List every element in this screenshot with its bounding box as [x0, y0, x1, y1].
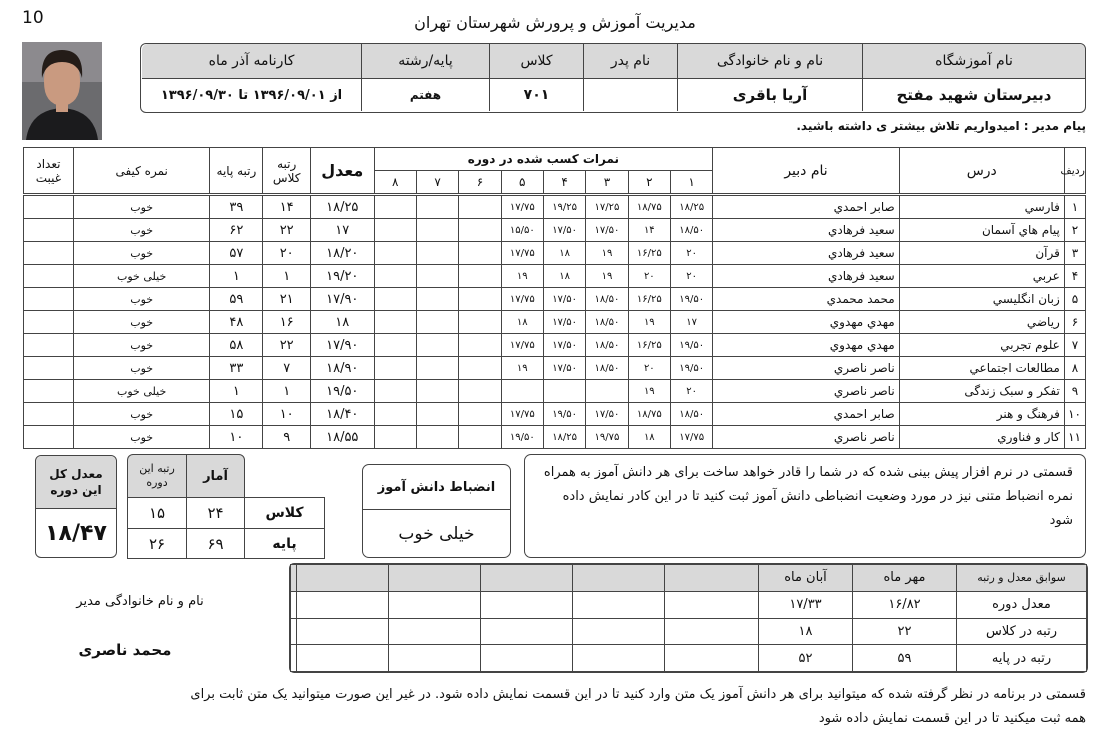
history-header-cell	[481, 565, 573, 592]
score-cell: ۱۸/۵۰	[670, 403, 712, 426]
score-cell: ۱۸/۵۰	[586, 357, 628, 380]
history-header-cell	[389, 565, 481, 592]
row-number: ۷	[1064, 334, 1085, 357]
score-cell: ۱۷/۵۰	[543, 334, 585, 357]
manager-name: محمد ناصری	[78, 641, 172, 659]
stats-grade-label: پایه	[244, 528, 325, 559]
teacher: محمد محمدي	[713, 288, 899, 311]
score-cell: ۱۸/۲۵	[543, 426, 585, 449]
history-header-cell: مهر ماه	[853, 565, 957, 592]
history-value	[389, 618, 481, 645]
score-cell: ۱۷/۷۵	[501, 242, 543, 265]
history-value: ۱۸	[759, 618, 853, 645]
history-header-cell: آبان ماه	[759, 565, 853, 592]
row-number: ۵	[1064, 288, 1085, 311]
subject: کار و فناوري	[899, 426, 1064, 449]
score-cell: ۱۹	[501, 357, 543, 380]
header-subject: درس	[899, 148, 1064, 194]
history-value	[573, 645, 665, 672]
header-scores: نمرات کسب شده در دوره	[374, 148, 713, 171]
teacher: سعيد فرهادي	[713, 242, 899, 265]
score-cell	[501, 380, 543, 403]
grade-row	[24, 334, 1086, 357]
grade-rank: ۵۷	[210, 242, 263, 265]
subject: پيام هاي آسمان	[899, 219, 1064, 242]
score-cell: ۲۰	[670, 242, 712, 265]
grade-rank: ۵۹	[210, 288, 263, 311]
score-col-7: ۷	[416, 171, 458, 194]
discipline-box	[362, 464, 511, 558]
student-info-header	[140, 43, 1086, 113]
average: ۱۸/۲۰	[311, 242, 375, 265]
header-grade-rank: رتبه پایه	[210, 148, 263, 194]
history-value: ۱۶/۸۲	[853, 591, 957, 618]
subject: فرهنگ و هنر	[899, 403, 1064, 426]
score-cell	[586, 380, 628, 403]
student-photo	[22, 42, 102, 140]
history-row-label: معدل دوره	[957, 591, 1087, 618]
history-value	[665, 618, 759, 645]
history-header-cell	[573, 565, 665, 592]
score-cell: ۱۶/۲۵	[628, 242, 670, 265]
row-number: ۶	[1064, 311, 1085, 334]
teacher: صابر احمدي	[713, 196, 899, 219]
school-value: دبیرستان شهید مفتح	[862, 79, 1085, 111]
teacher: ناصر ناصري	[713, 357, 899, 380]
discipline-label: انضباط دانش آموز	[363, 465, 510, 510]
score-cell	[543, 380, 585, 403]
row-number: ۱۱	[1064, 426, 1085, 449]
grade-rank: ۱	[210, 380, 263, 403]
class-rank: ۷	[263, 357, 311, 380]
history-value	[297, 591, 389, 618]
score-cell	[459, 242, 501, 265]
grade-rank: ۶۲	[210, 219, 263, 242]
history-value	[297, 618, 389, 645]
footer-note: قسمتی در برنامه در نظر گرفته شده که میتوانید برای هر دانش آموز یک متن وارد کنید تا در این قسمت نمایش داده شود. در غیر این صورت میتوانید یک متن ثابت برای همه ثبت میکنید تا در این قسمت نمایش داده شود	[190, 687, 1086, 726]
absence	[24, 288, 74, 311]
row-number: ۱۰	[1064, 403, 1085, 426]
history-value	[291, 618, 297, 645]
score-cell: ۱۷/۵۰	[543, 219, 585, 242]
history-table	[290, 564, 1087, 672]
score-cell: ۲۰	[670, 380, 712, 403]
subject: رياضي	[899, 311, 1064, 334]
subject: علوم تجربي	[899, 334, 1064, 357]
grade-rank: ۱	[210, 265, 263, 288]
score-cell: ۱۷/۷۵	[501, 403, 543, 426]
teacher: ناصر ناصري	[713, 426, 899, 449]
score-cell	[374, 311, 416, 334]
father-value	[583, 79, 677, 111]
score-cell	[416, 426, 458, 449]
score-cell: ۱۷/۵۰	[543, 311, 585, 334]
manager-message: پیام مدیر : امیدواریم تلاش بیشتر ی داشته باشید.	[796, 119, 1086, 133]
history-value	[291, 591, 297, 618]
score-cell: ۱۵/۵۰	[501, 219, 543, 242]
grade-rank: ۵۸	[210, 334, 263, 357]
average: ۱۷	[311, 219, 375, 242]
score-cell: ۱۷/۵۰	[586, 403, 628, 426]
absence	[24, 403, 74, 426]
grades-table	[23, 147, 1086, 449]
overall-average-box	[35, 455, 117, 558]
score-cell	[459, 196, 501, 219]
score-cell: ۱۸/۷۵	[628, 403, 670, 426]
history-row-label: رتبه در پایه	[957, 645, 1087, 672]
history-value	[389, 645, 481, 672]
header-teacher: نام دبیر	[713, 148, 899, 194]
stats-amar-label: آمار	[186, 454, 245, 498]
score-cell: ۱۴	[628, 219, 670, 242]
history-header-cell: سوابق معدل و رتبه	[957, 565, 1087, 592]
score-cell: ۲۰	[670, 265, 712, 288]
row-number: ۱	[1064, 196, 1085, 219]
grade-row	[24, 265, 1086, 288]
history-value	[481, 645, 573, 672]
report-period-value: از ۱۳۹۶/۰۹/۰۱ تا ۱۳۹۶/۰۹/۳۰	[160, 87, 343, 103]
page-number: 10	[22, 8, 44, 28]
absence	[24, 426, 74, 449]
history-value	[665, 645, 759, 672]
score-cell	[459, 288, 501, 311]
score-col-3: ۳	[586, 171, 628, 194]
qualitative: خوب	[73, 311, 210, 334]
grade-row	[24, 196, 1086, 219]
score-cell: ۱۹	[586, 265, 628, 288]
class-label: کلاس	[489, 44, 583, 79]
class-rank: ۲۰	[263, 242, 311, 265]
score-cell: ۱۸	[543, 265, 585, 288]
score-cell: ۱۸	[543, 242, 585, 265]
stats-class-label: کلاس	[244, 497, 325, 529]
score-cell: ۱۸/۵۰	[586, 334, 628, 357]
history-value	[573, 618, 665, 645]
header-row-number: ردیف	[1064, 148, 1085, 194]
history-value	[297, 645, 389, 672]
score-cell: ۱۷/۷۵	[501, 196, 543, 219]
stats-grade-amar: ۶۹	[186, 528, 245, 559]
subject: تفکر و سبک زندگی	[899, 380, 1064, 403]
class-rank: ۱۰	[263, 403, 311, 426]
score-cell: ۱۸	[501, 311, 543, 334]
name-value: آریا باقری	[677, 79, 862, 111]
average: ۱۷/۹۰	[311, 334, 375, 357]
grade-rank: ۱۵	[210, 403, 263, 426]
score-cell	[374, 196, 416, 219]
absence	[24, 219, 74, 242]
score-cell: ۱۷/۵۰	[586, 219, 628, 242]
score-cell: ۱۷/۷۵	[501, 288, 543, 311]
absence	[24, 265, 74, 288]
grade-rank: ۱۰	[210, 426, 263, 449]
score-cell	[374, 357, 416, 380]
average: ۱۹/۲۰	[311, 265, 375, 288]
score-cell: ۱۹/۵۰	[670, 357, 712, 380]
score-cell	[416, 403, 458, 426]
grade-row	[24, 242, 1086, 265]
score-cell	[416, 357, 458, 380]
history-header-cell	[297, 565, 389, 592]
grade-row	[24, 403, 1086, 426]
row-number: ۲	[1064, 219, 1085, 242]
history-box	[289, 563, 1088, 673]
row-number: ۳	[1064, 242, 1085, 265]
grade-row	[24, 288, 1086, 311]
average: ۱۹/۵۰	[311, 380, 375, 403]
grade-row	[24, 219, 1086, 242]
absence	[24, 357, 74, 380]
absence	[24, 380, 74, 403]
absence	[24, 196, 74, 219]
overall-average-label: معدل کل این دوره	[36, 456, 116, 509]
row-number: ۴	[1064, 265, 1085, 288]
score-cell	[374, 242, 416, 265]
teacher: سعيد فرهادي	[713, 265, 899, 288]
class-rank: ۱	[263, 265, 311, 288]
grade-rank: ۴۸	[210, 311, 263, 334]
stats-class-rank: ۱۵	[127, 497, 187, 529]
score-cell: ۱۷/۷۵	[501, 334, 543, 357]
score-cell: ۱۹/۵۰	[543, 403, 585, 426]
score-cell	[416, 219, 458, 242]
average: ۱۸/۹۰	[311, 357, 375, 380]
qualitative: خیلی خوب	[73, 380, 210, 403]
subject: مطالعات اجتماعي	[899, 357, 1064, 380]
score-cell: ۲۰	[628, 265, 670, 288]
score-col-4: ۴	[543, 171, 585, 194]
score-cell	[459, 334, 501, 357]
score-cell	[416, 288, 458, 311]
qualitative: خوب	[73, 196, 210, 219]
teacher: صابر احمدي	[713, 403, 899, 426]
score-cell: ۱۸/۵۰	[586, 288, 628, 311]
history-value: ۲۲	[853, 618, 957, 645]
history-header-cell	[665, 565, 759, 592]
stats-grade-rank: ۲۶	[127, 528, 187, 559]
qualitative: خوب	[73, 334, 210, 357]
history-row	[291, 618, 1087, 645]
score-cell	[416, 242, 458, 265]
overall-average-value: ۱۸/۴۷	[45, 521, 107, 546]
history-header-cell	[291, 565, 297, 592]
grade-row	[24, 311, 1086, 334]
grade-row	[24, 380, 1086, 403]
score-col-1: ۱	[670, 171, 712, 194]
qualitative: خوب	[73, 426, 210, 449]
grade-rank: ۳۳	[210, 357, 263, 380]
score-cell: ۱۸	[628, 426, 670, 449]
history-value	[481, 618, 573, 645]
subject: فارسي	[899, 196, 1064, 219]
score-cell: ۱۹	[501, 265, 543, 288]
score-cell	[459, 265, 501, 288]
score-cell	[416, 196, 458, 219]
score-cell	[459, 426, 501, 449]
score-cell	[459, 380, 501, 403]
score-cell	[374, 403, 416, 426]
score-cell: ۱۹/۵۰	[501, 426, 543, 449]
history-value	[665, 591, 759, 618]
grade-row	[24, 357, 1086, 380]
history-value	[481, 591, 573, 618]
average: ۱۷/۹۰	[311, 288, 375, 311]
row-number: ۹	[1064, 380, 1085, 403]
score-cell: ۱۹/۷۵	[586, 426, 628, 449]
discipline-value: خیلی خوب	[398, 524, 475, 544]
score-cell	[416, 311, 458, 334]
discipline-note: قسمتی در نرم افزار پیش بینی شده که در شما را قادر خواهد ساخت برای هر دانش آموز به همراه نمره انضباط متنی نیز در مورد وضعیت انضباطی دانش آموز ثبت کنید تا در این کادر نمایش داده شود	[524, 454, 1086, 558]
class-rank: ۱۴	[263, 196, 311, 219]
score-col-8: ۸	[374, 171, 416, 194]
subject: قرآن	[899, 242, 1064, 265]
class-rank: ۱۶	[263, 311, 311, 334]
qualitative: خوب	[73, 242, 210, 265]
score-cell	[416, 380, 458, 403]
grade-row	[24, 426, 1086, 449]
score-col-6: ۶	[459, 171, 501, 194]
qualitative: خیلی خوب	[73, 265, 210, 288]
history-value	[389, 591, 481, 618]
qualitative: خوب	[73, 403, 210, 426]
subject: زبان انگليسي	[899, 288, 1064, 311]
qualitative: خوب	[73, 357, 210, 380]
score-cell: ۱۸/۵۰	[670, 219, 712, 242]
header-class-rank: رتبه کلاس	[263, 148, 311, 194]
score-cell	[459, 311, 501, 334]
score-cell: ۱۹/۵۰	[670, 288, 712, 311]
father-label: نام پدر	[583, 44, 677, 79]
score-cell	[459, 357, 501, 380]
score-cell: ۱۹/۲۵	[543, 196, 585, 219]
history-value	[573, 591, 665, 618]
header-average: معدل	[311, 148, 375, 194]
score-cell	[374, 334, 416, 357]
score-cell: ۱۷	[670, 311, 712, 334]
score-cell: ۱۸/۲۵	[670, 196, 712, 219]
history-row-label: رتبه در کلاس	[957, 618, 1087, 645]
score-cell	[459, 403, 501, 426]
header-qualitative: نمره کیفی	[73, 148, 210, 194]
score-cell: ۱۹/۵۰	[670, 334, 712, 357]
subject: عربي	[899, 265, 1064, 288]
score-cell	[374, 288, 416, 311]
history-value: ۵۹	[853, 645, 957, 672]
history-row	[291, 645, 1087, 672]
average: ۱۸/۴۰	[311, 403, 375, 426]
class-value: ۷۰۱	[489, 79, 583, 111]
score-cell	[416, 265, 458, 288]
teacher: مهدي مهدوي	[713, 311, 899, 334]
score-cell: ۲۰	[628, 357, 670, 380]
average: ۱۸/۵۵	[311, 426, 375, 449]
grade-rank: ۳۹	[210, 196, 263, 219]
qualitative: خوب	[73, 219, 210, 242]
class-rank: ۹	[263, 426, 311, 449]
class-rank: ۲۲	[263, 219, 311, 242]
score-cell: ۱۷/۲۵	[586, 196, 628, 219]
stats-class-amar: ۲۴	[186, 497, 245, 529]
history-value: ۱۷/۳۳	[759, 591, 853, 618]
history-header-row	[291, 565, 1087, 592]
class-rank: ۲۱	[263, 288, 311, 311]
score-cell: ۱۶/۲۵	[628, 334, 670, 357]
score-cell	[374, 380, 416, 403]
average: ۱۸	[311, 311, 375, 334]
score-cell: ۱۹	[586, 242, 628, 265]
manager-label: نام و نام خانوادگی مدیر	[76, 594, 204, 609]
absence	[24, 311, 74, 334]
history-value	[291, 645, 297, 672]
score-cell: ۱۷/۷۵	[670, 426, 712, 449]
score-cell: ۱۸/۵۰	[586, 311, 628, 334]
school-label: نام آموزشگاه	[862, 44, 1085, 79]
qualitative: خوب	[73, 288, 210, 311]
score-cell	[374, 265, 416, 288]
report-label: کارنامه آذر ماه	[142, 44, 361, 79]
teacher: ناصر ناصري	[713, 380, 899, 403]
history-value: ۵۲	[759, 645, 853, 672]
class-rank: ۱	[263, 380, 311, 403]
score-cell: ۱۸/۷۵	[628, 196, 670, 219]
student-portrait-image	[22, 42, 102, 140]
page-title: مدیریت آموزش و پرورش شهرستان تهران	[414, 13, 696, 32]
score-col-5: ۵	[501, 171, 543, 194]
score-cell: ۱۶/۲۵	[628, 288, 670, 311]
score-cell	[459, 219, 501, 242]
absence	[24, 242, 74, 265]
class-rank: ۲۲	[263, 334, 311, 357]
name-label: نام و نام خانوادگی	[677, 44, 862, 79]
grade-label: پایه/رشته	[361, 44, 489, 79]
stats-rank-label: رتبه این دوره	[127, 454, 187, 498]
score-cell: ۱۷/۵۰	[543, 357, 585, 380]
teacher: مهدي مهدوي	[713, 334, 899, 357]
score-cell: ۱۹	[628, 380, 670, 403]
score-col-2: ۲	[628, 171, 670, 194]
score-cell: ۱۹	[628, 311, 670, 334]
teacher: سعيد فرهادي	[713, 219, 899, 242]
absence	[24, 334, 74, 357]
grade-value: هفتم	[361, 79, 489, 111]
score-cell	[416, 334, 458, 357]
score-cell: ۱۷/۵۰	[543, 288, 585, 311]
average: ۱۸/۲۵	[311, 196, 375, 219]
stats-box	[127, 454, 327, 560]
history-row	[291, 591, 1087, 618]
row-number: ۸	[1064, 357, 1085, 380]
header-absence: تعداد غیبت	[24, 148, 74, 194]
score-cell	[374, 219, 416, 242]
score-cell	[374, 426, 416, 449]
